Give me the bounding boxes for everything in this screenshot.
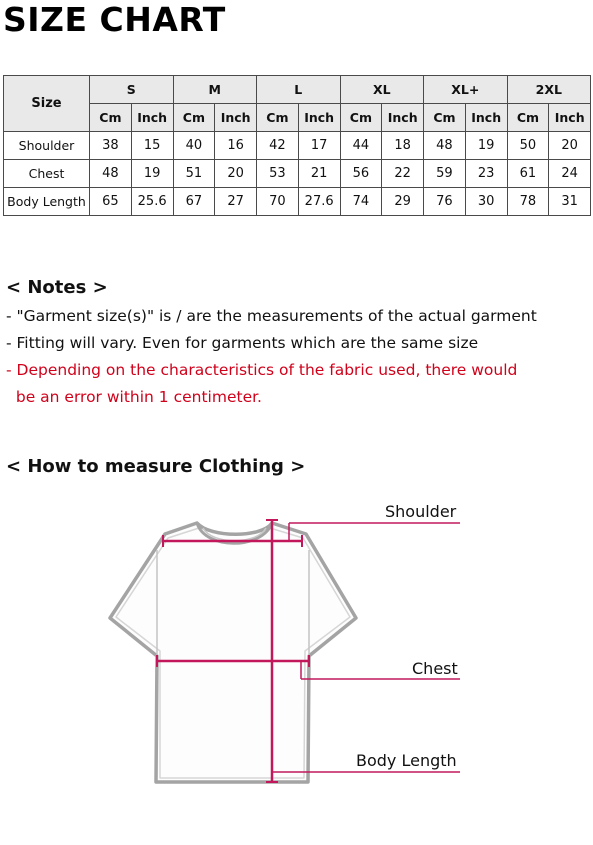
table-header-row [4, 76, 591, 104]
table-cell: 31 [549, 188, 591, 216]
table-cell: 61 [507, 160, 549, 188]
table-cell: 78 [507, 188, 549, 216]
unit-cm: Cm [340, 104, 382, 132]
table-cell: 22 [382, 160, 424, 188]
table-cell: 21 [298, 160, 340, 188]
table-cell: 29 [382, 188, 424, 216]
table-cell: 56 [340, 160, 382, 188]
table-cell: 27 [215, 188, 257, 216]
tshirt-outline [110, 523, 356, 782]
table-cell: 51 [173, 160, 215, 188]
unit-cm: Cm [90, 104, 132, 132]
body-length-label: Body Length [356, 751, 457, 770]
table-cell: 44 [340, 132, 382, 160]
page-title: SIZE CHART [3, 0, 226, 39]
table-cell: 23 [465, 160, 507, 188]
row-label: Shoulder [4, 132, 90, 160]
table-cell: 67 [173, 188, 215, 216]
table-cell: 18 [382, 132, 424, 160]
table-cell: 24 [549, 160, 591, 188]
table-cell: 30 [465, 188, 507, 216]
size-header-s: S [90, 76, 174, 104]
table-cell: 42 [257, 132, 299, 160]
table-units-row [4, 104, 591, 132]
table-row [4, 132, 591, 160]
table-cell: 59 [424, 160, 466, 188]
size-header-m: M [173, 76, 257, 104]
size-header-xl: XL [340, 76, 424, 104]
table-cell: 76 [424, 188, 466, 216]
table-cell: 65 [90, 188, 132, 216]
table-row [4, 160, 591, 188]
size-header-xl-plus: XL+ [424, 76, 508, 104]
table-cell: 25.6 [131, 188, 173, 216]
table-row [4, 188, 591, 216]
row-label: Body Length [4, 188, 90, 216]
table-cell: 20 [549, 132, 591, 160]
table-cell: 38 [90, 132, 132, 160]
unit-inch: Inch [382, 104, 424, 132]
table-cell: 70 [257, 188, 299, 216]
note-line-3-warning: - Depending on the characteristics of the fabric used, there would [6, 361, 518, 379]
unit-inch: Inch [215, 104, 257, 132]
tshirt-measure-diagram [0, 490, 593, 790]
unit-inch: Inch [549, 104, 591, 132]
table-cell: 15 [131, 132, 173, 160]
unit-inch: Inch [131, 104, 173, 132]
table-cell: 40 [173, 132, 215, 160]
size-header: Size [4, 76, 90, 132]
unit-inch: Inch [465, 104, 507, 132]
table-cell: 19 [465, 132, 507, 160]
note-line-2: - Fitting will vary. Even for garments which are the same size [6, 334, 479, 352]
measure-title: < How to measure Clothing > [6, 456, 306, 477]
size-header-2xl: 2XL [507, 76, 591, 104]
size-chart-table [3, 75, 591, 216]
row-label: Chest [4, 160, 90, 188]
table-cell: 53 [257, 160, 299, 188]
unit-cm: Cm [173, 104, 215, 132]
unit-cm: Cm [507, 104, 549, 132]
unit-cm: Cm [424, 104, 466, 132]
unit-cm: Cm [257, 104, 299, 132]
chest-label: Chest [412, 659, 458, 678]
table-cell: 20 [215, 160, 257, 188]
table-cell: 74 [340, 188, 382, 216]
table-cell: 48 [424, 132, 466, 160]
unit-inch: Inch [298, 104, 340, 132]
table-cell: 48 [90, 160, 132, 188]
table-cell: 16 [215, 132, 257, 160]
note-line-4-warning: be an error within 1 centimeter. [6, 388, 262, 406]
shoulder-label: Shoulder [385, 502, 457, 521]
table-cell: 27.6 [298, 188, 340, 216]
note-line-1: - "Garment size(s)" is / are the measurements of the actual garment [6, 307, 537, 325]
notes-title: < Notes > [6, 277, 108, 298]
table-cell: 50 [507, 132, 549, 160]
table-cell: 17 [298, 132, 340, 160]
size-header-l: L [257, 76, 341, 104]
table-cell: 19 [131, 160, 173, 188]
